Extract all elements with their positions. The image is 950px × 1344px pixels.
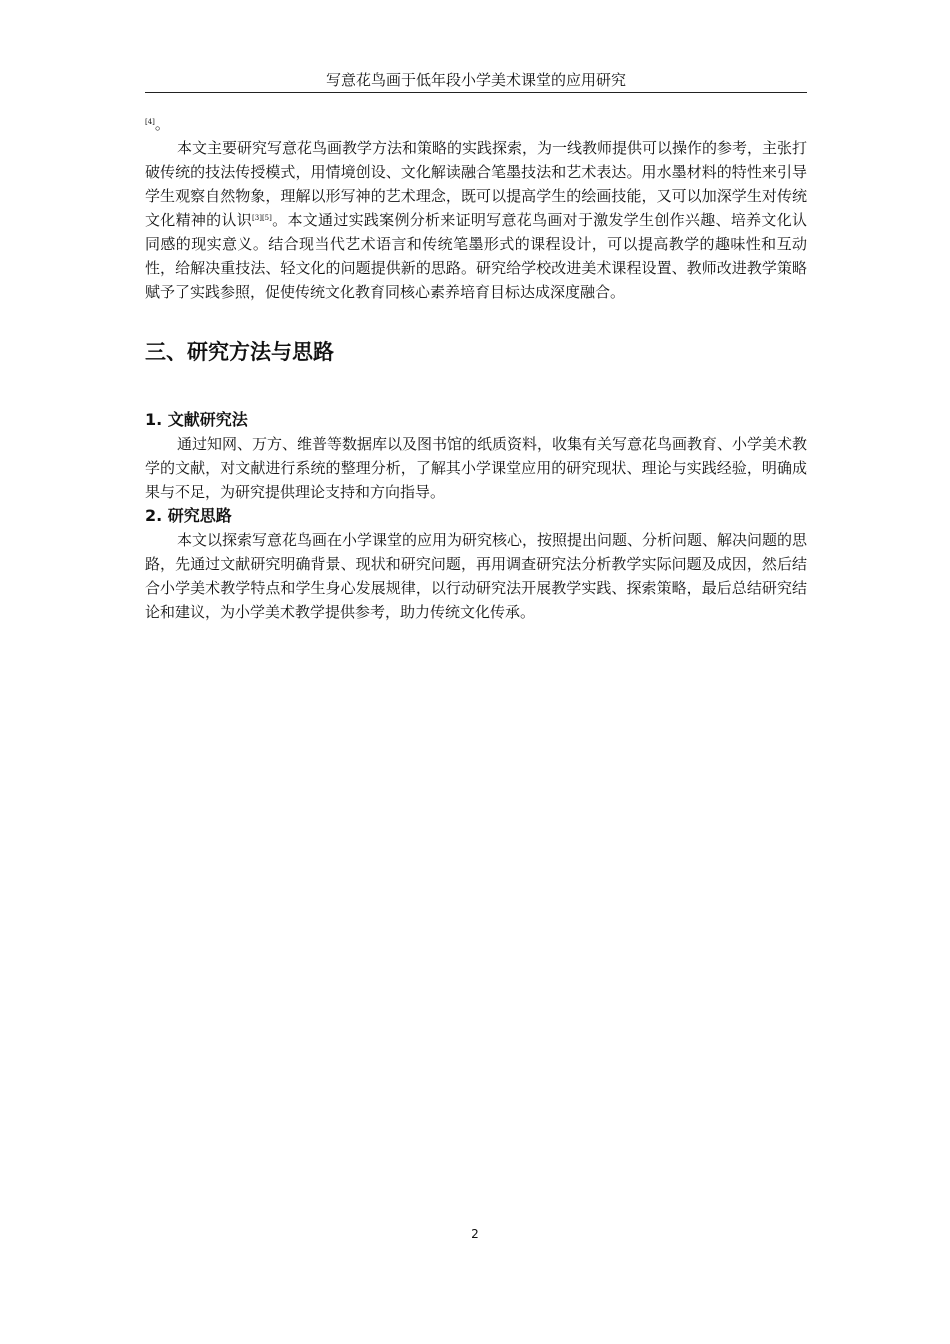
intro-paragraph <box>145 136 807 304</box>
research-approach-paragraph: 本文以探索写意花鸟画在小学课堂的应用为研究核心，按照提出问题、分析问题、解决问题的思路，先通过文献研究明确背景、现状和研究问题，再用调查研究法分析教学实际问题及成因，然后结合小学美术教学特点和学生身心发展规律，以行动研究法开展教学实践、探索策略，最后总结研究结论和建议，为小学美术教学提供参考，助力传统文化传承。 <box>145 531 808 621</box>
page-number: 2 <box>471 1227 479 1241</box>
header-title: 写意花鸟画于低年段小学美术课堂的应用研究 <box>325 71 626 89</box>
literature-method-paragraph: 通过知网、万方、维普等数据库以及图书馆的纸质资料，收集有关写意花鸟画教育、小学美术教学的文献，对文献进行系统的整理分析，了解其小学课堂应用的研究现状、理论与实践经验，明确成果与不足，为研究提供理论支持和方向指导。 <box>145 435 808 501</box>
section-heading: 三、研究方法与思路 <box>145 340 334 364</box>
citation-tail: 。 <box>154 115 170 133</box>
subsection-heading-approach: 2. 研究思路 <box>145 506 232 525</box>
subsection-heading-literature: 1. 文献研究法 <box>145 410 248 429</box>
citation-ref: [4] <box>145 118 155 126</box>
citation-continuation <box>145 112 807 136</box>
intro-text-part1: 本文主要研究写意花鸟画教学方法和策略的实践探索，为一线教师提供可以操作的参考，主张打破传统的技法传授模式，用情境创设、文化解读融合笔墨技法和艺术表达。用水墨材料的特性来引导学生观察自然物象，理解以形写神的艺术理念，既可以提高学生的绘画技能，又可以加深学生对传统文化精神的认识 <box>145 139 808 229</box>
page-content <box>145 112 807 624</box>
intro-citation: [3][5] <box>252 214 272 222</box>
intro-text-part2: 。本文通过实践案例分析来证明写意花鸟画对于激发学生创作兴趣、培养文化认同感的现实意义。结合现当代艺术语言和传统笔墨形式的课程设计，可以提高教学的趣味性和互动性，给解决重技法、轻文化的问题提供新的思路。研究给学校改进美术课程设置、教师改进教学策略赋予了实践参照，促使传统文化教育同核心素养培育目标达成深度融合。 <box>145 211 807 301</box>
page-header <box>145 70 807 93</box>
